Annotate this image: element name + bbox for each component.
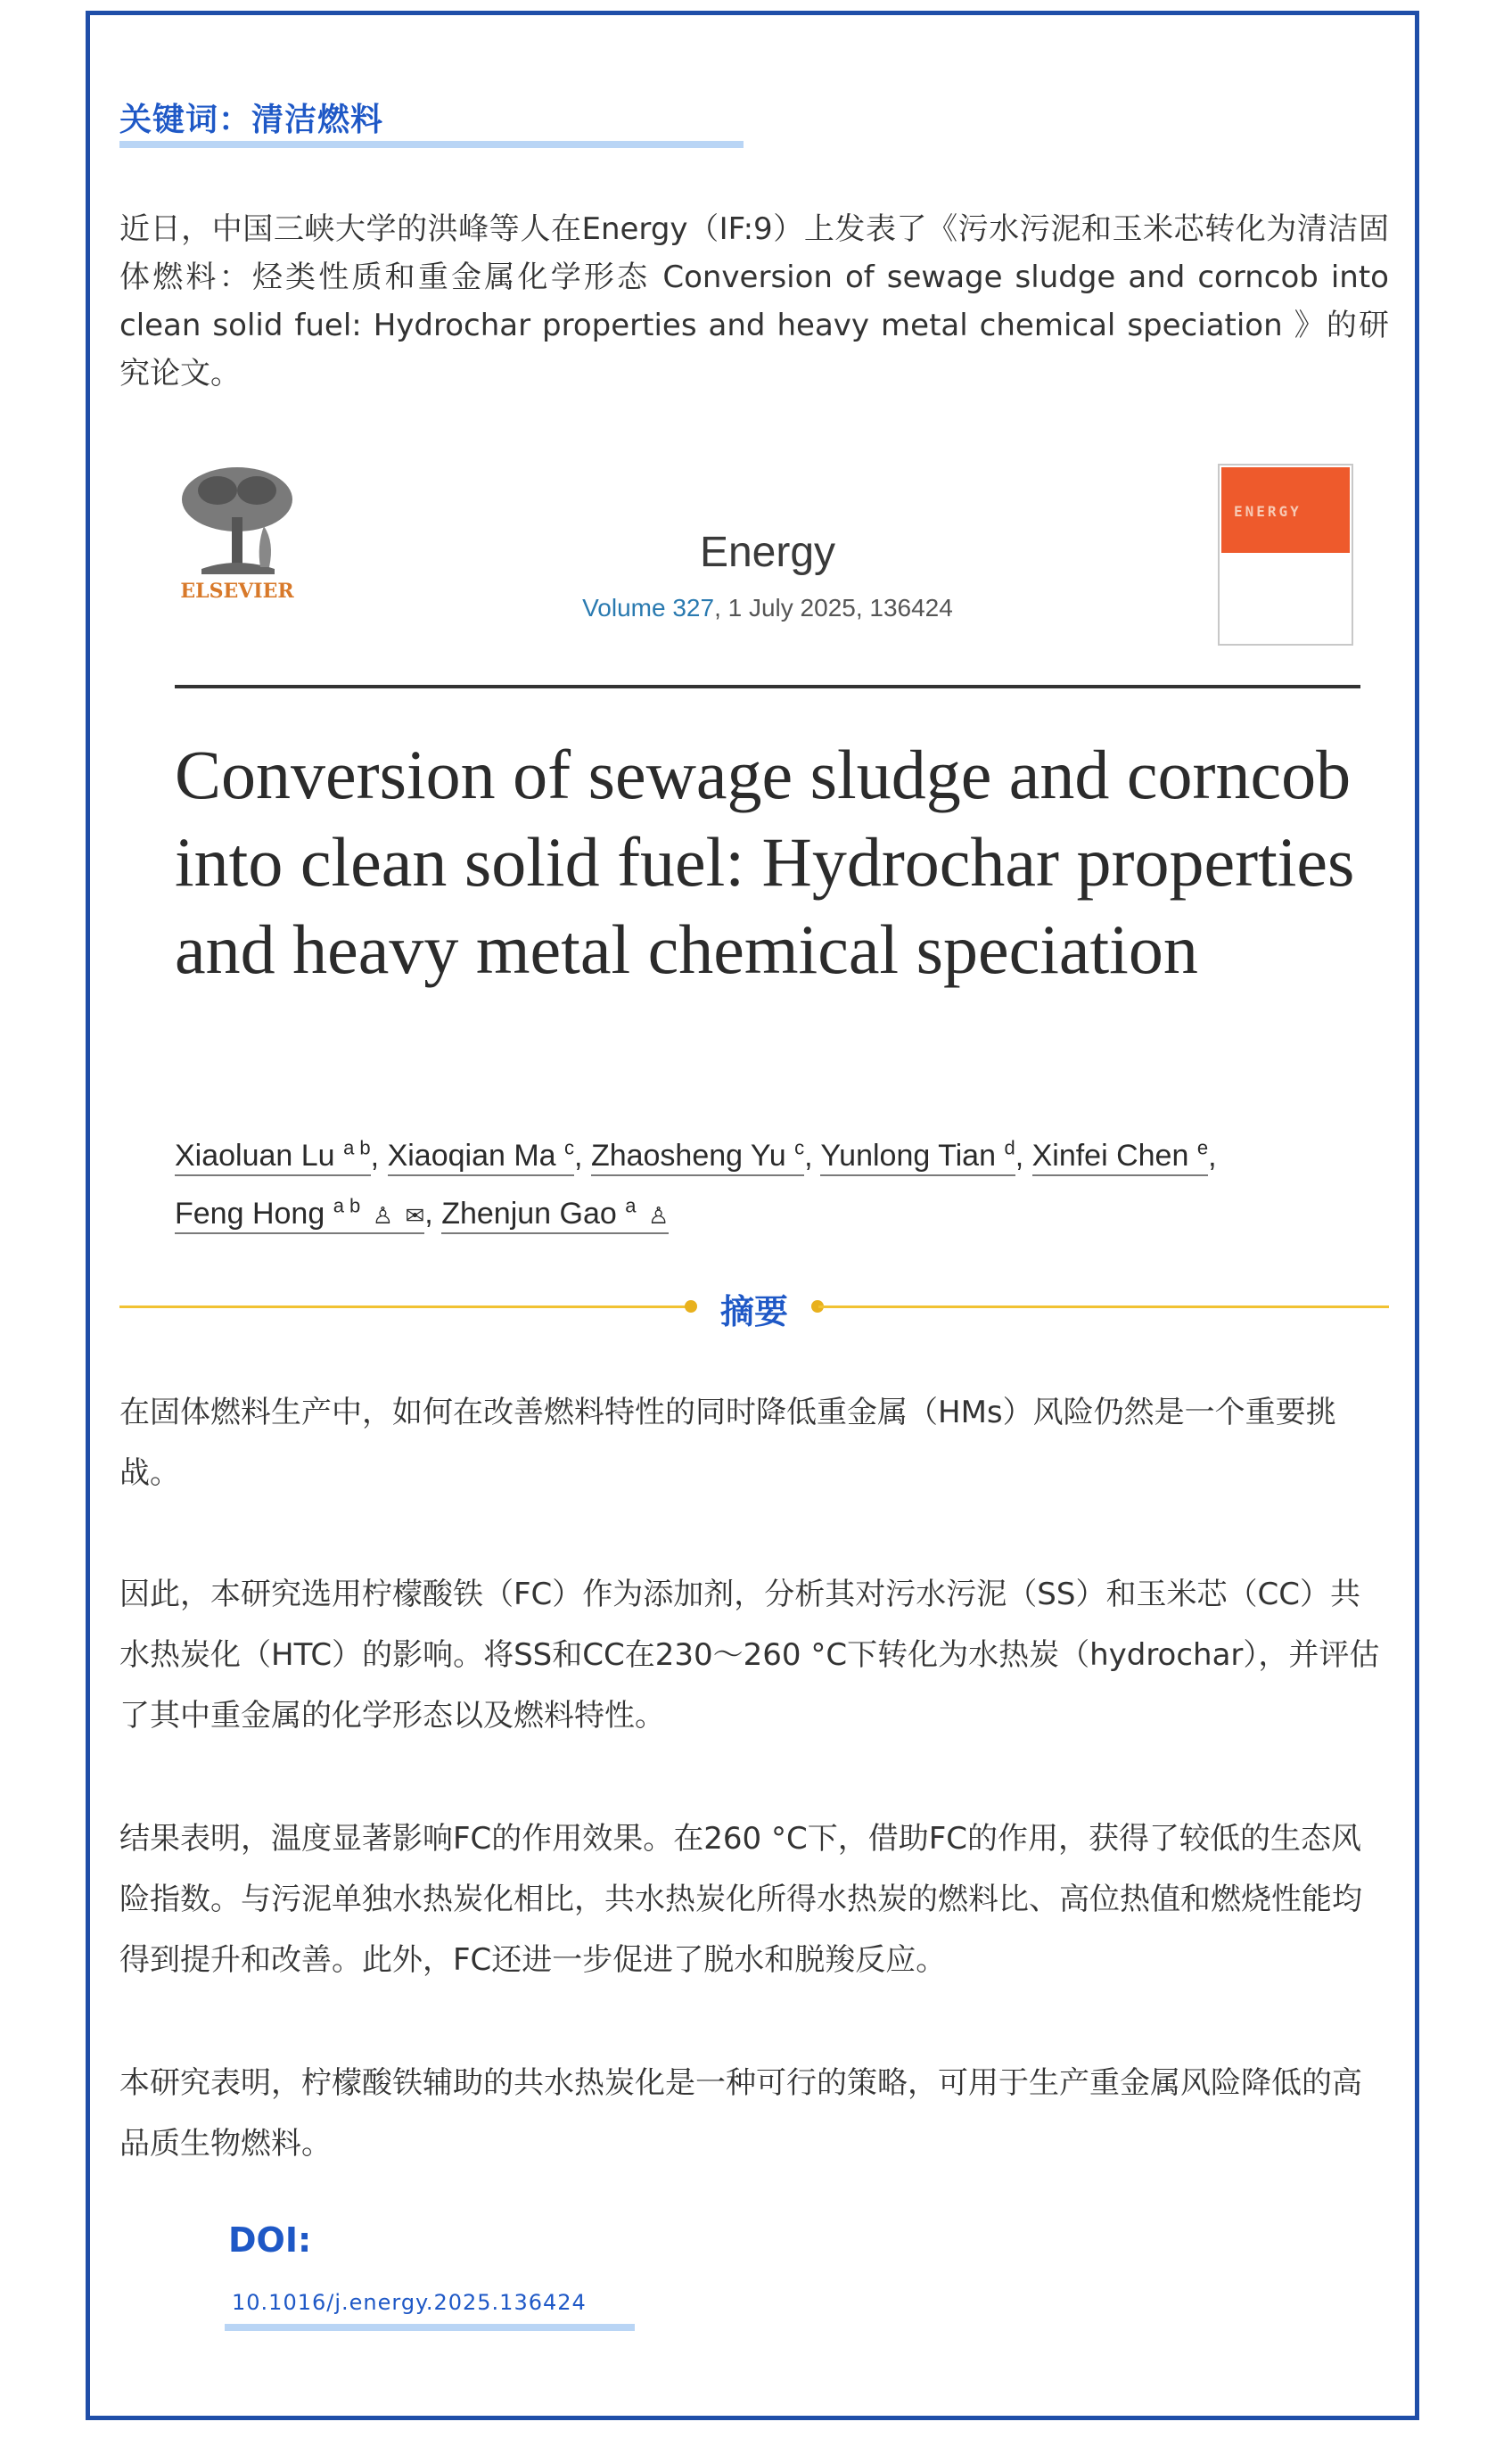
doi-link[interactable]: 10.1016/j.energy.2025.136424 [232,2290,587,2315]
abstract-paragraph-1: 在固体燃料生产中，如何在改善燃料特性的同时降低重金属（HMs）风险仍然是一个重要挑战。 [119,1395,1336,1491]
journal-name: Energy [699,529,836,576]
volume-link[interactable]: Volume 327 [582,594,715,622]
email-icon: ✉ [405,1201,425,1229]
abstract-label: 摘要 [719,1292,788,1331]
paper-header-card [175,464,1360,1231]
volume-line [175,594,1360,622]
person-icon: ♙ [372,1201,394,1229]
paper-title: Conversion of sewage sludge and corncob into clean solid fuel: Hydrochar properties and heavy metal chemical speciation [175,736,1355,988]
abstract-right-line [818,1305,1389,1308]
abstract-paragraph-4: 本研究表明，柠檬酸铁辅助的共水热炭化是一种可行的策略，可用于生产重金属风险降低的高品质生物燃料。 [119,2065,1362,2162]
journal-cover-thumbnail[interactable] [1218,464,1353,646]
cover-journal-label: ENERGY [1234,503,1302,520]
author-link[interactable]: Xiaoluan Lu $^{a b}$ [175,1139,371,1176]
cover-orange-band [1221,467,1350,553]
author-link[interactable]: Feng Hong $^{a b}$ ♙ ✉ [175,1197,424,1234]
keyword-title: 关键词：清洁燃料 [119,102,384,138]
author-link[interactable]: Zhaosheng Yu $^c$ [591,1139,804,1176]
person-icon: ♙ [647,1201,670,1229]
author-link[interactable]: Xinfei Chen $^e$ [1032,1139,1208,1176]
doi-underline-bar [225,2324,635,2331]
intro-paragraph: 近日，中国三峡大学的洪峰等人在Energy（IF:9）上发表了《污水污泥和玉米芯转化为清洁固体燃料：烃类性质和重金属化学形态 Conversion of sewage sludge and corncob into clean solid fuel: Hydrochar properties and heavy metal chemical speciation 》的研究论文。 [119,211,1389,391]
abstract-heading-row [119,1284,1389,1329]
abstract-paragraph-2: 因此，本研究选用柠檬酸铁（FC）作为添加剂，分析其对污水污泥（SS）和玉米芯（CC）共水热炭化（HTC）的影响。将SS和CC在230～260 °C下转化为水热炭（hydrochar），并评估了其中重金属的化学形态以及燃料特性。 [119,1577,1380,1734]
doi-label: DOI: [228,2220,312,2260]
author-link[interactable]: Zhenjun Gao $^a$ ♙ [441,1197,669,1234]
author-list: Xiaoluan Lu $^{a b}$, Xiaoqian Ma $^c$, Zhaosheng Yu $^c$, Yunlong Tian $^d$, Xinfei Chen $^e$, Feng Hong $^{a b}$ ♙ ✉, Zhenjun Gao $^a$ ♙ [175,1124,1360,1240]
keyword-underline-bar [119,141,744,148]
author-link[interactable]: Yunlong Tian $^d$ [820,1139,1015,1176]
volume-date: , 1 July 2025, 136424 [714,594,953,622]
publisher-name: ELSEVIER [180,580,294,603]
abstract-paragraph-3: 结果表明，温度显著影响FC的作用效果。在260 °C下，借助FC的作用，获得了较低的生态风险指数。与污泥单独水热炭化相比，共水热炭化所得水热炭的燃料比、高位热值和燃烧性能均得到提升和改善。此外，FC还进一步促进了脱水和脱羧反应。 [119,1821,1362,1978]
author-link[interactable]: Xiaoqian Ma $^c$ [388,1139,574,1176]
header-divider [175,685,1360,688]
